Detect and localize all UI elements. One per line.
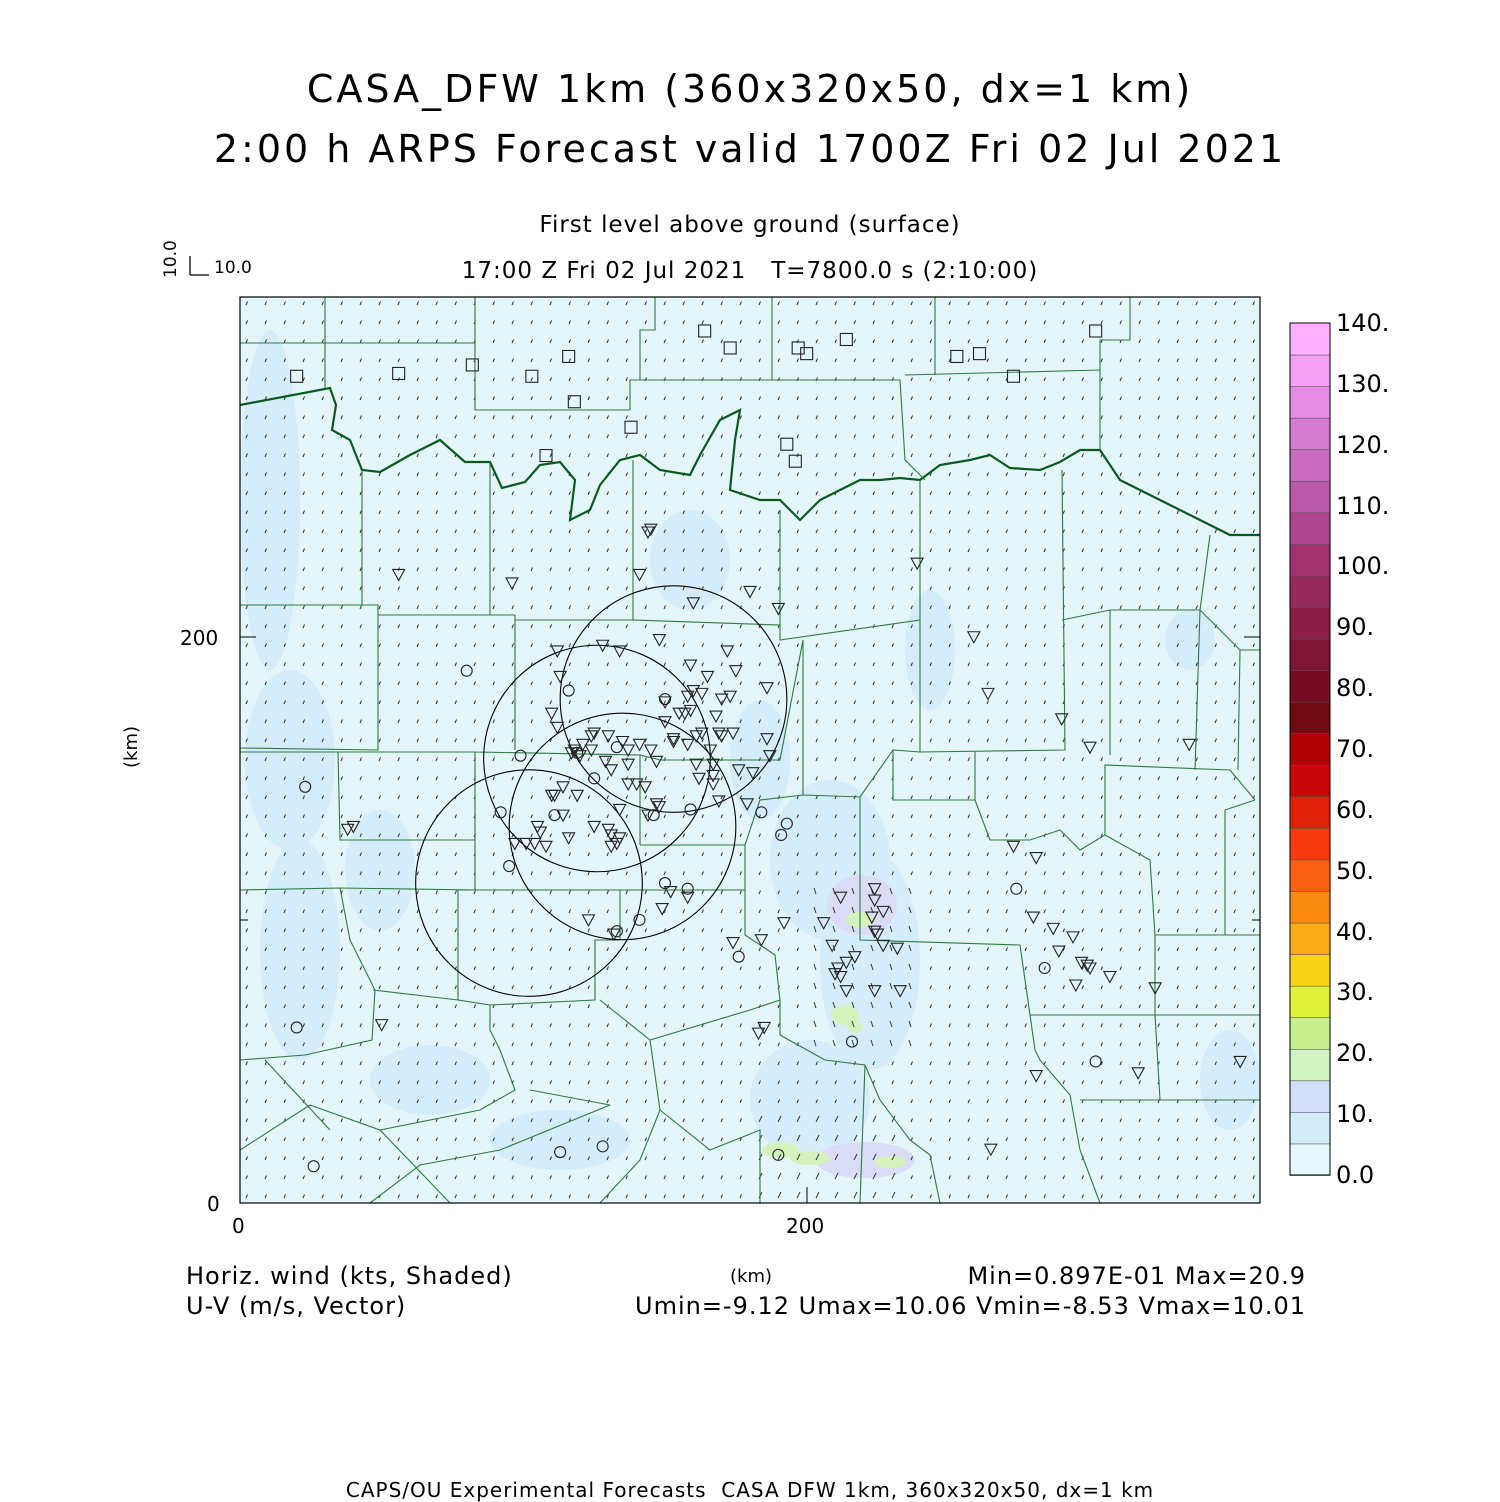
footer-credit: CAPS/OU Experimental Forecasts CASA DFW 1km, 360x320x50, dx=1 km bbox=[345, 1478, 1155, 1502]
colorbar-label: 140. bbox=[1336, 309, 1390, 337]
colorbar-segment bbox=[1290, 986, 1330, 1018]
colorbar-label: 80. bbox=[1336, 674, 1375, 703]
reference-vector-v-label: 10.0 bbox=[161, 240, 181, 278]
x-tick-label-0: 0 bbox=[232, 1214, 245, 1238]
colorbar-segment bbox=[1290, 1017, 1330, 1049]
y-tick-label-200: 200 bbox=[180, 626, 219, 650]
footer-uv-range: Umin=-9.12 Umax=10.06 Vmin=-8.53 Vmax=10.01 bbox=[635, 1292, 1306, 1320]
map-title-line2: 2:00 h ARPS Forecast valid 1700Z Fri 02 Jul 2021 bbox=[213, 127, 1287, 171]
colorbar-segment bbox=[1290, 796, 1330, 828]
colorbar-segment bbox=[1290, 323, 1330, 355]
colorbar-label: 120. bbox=[1336, 430, 1390, 459]
colorbar-label: 110. bbox=[1336, 491, 1390, 520]
colorbar-label: 10. bbox=[1336, 1100, 1375, 1129]
colorbar-segment bbox=[1290, 386, 1330, 418]
colorbar-label: 90. bbox=[1336, 613, 1375, 642]
map-title-line1: CASA_DFW 1km (360x320x50, dx=1 km) bbox=[306, 67, 1194, 111]
footer-vector-field: U-V (m/s, Vector) bbox=[186, 1292, 407, 1320]
colorbar bbox=[1290, 323, 1330, 1176]
colorbar-label: 0.0 bbox=[1336, 1161, 1375, 1189]
colorbar-label: 130. bbox=[1336, 369, 1390, 398]
colorbar-segment bbox=[1290, 1049, 1330, 1081]
colorbar-segment bbox=[1290, 639, 1330, 671]
colorbar-segment bbox=[1290, 1112, 1330, 1144]
colorbar-segment bbox=[1290, 418, 1330, 450]
map-subtitle-level: First level above ground (surface) bbox=[539, 212, 961, 238]
colorbar-label: 70. bbox=[1336, 735, 1375, 763]
colorbar-label: 30. bbox=[1336, 978, 1375, 1007]
colorbar-segment bbox=[1290, 733, 1330, 765]
colorbar-segment bbox=[1290, 1143, 1330, 1175]
colorbar-label: 100. bbox=[1336, 552, 1390, 581]
colorbar-segment bbox=[1290, 702, 1330, 734]
colorbar-segment bbox=[1290, 544, 1330, 576]
colorbar-segment bbox=[1290, 923, 1330, 955]
colorbar-segment bbox=[1290, 449, 1330, 481]
colorbar-segment bbox=[1290, 1080, 1330, 1112]
colorbar-label: 20. bbox=[1336, 1039, 1375, 1068]
y-tick-label-0: 0 bbox=[207, 1192, 220, 1216]
colorbar-segment bbox=[1290, 859, 1330, 891]
colorbar-segment bbox=[1290, 765, 1330, 797]
reference-vector-u-label: 10.0 bbox=[214, 258, 252, 278]
map-subtitle-time: 17:00 Z Fri 02 Jul 2021 T=7800.0 s (2:10:00) bbox=[461, 258, 1039, 284]
colorbar-label: 50. bbox=[1336, 856, 1375, 885]
colorbar-segment bbox=[1290, 512, 1330, 544]
x-tick-label-200: 200 bbox=[786, 1214, 825, 1238]
x-axis-label: (km) bbox=[730, 1266, 773, 1287]
footer-shaded-field: Horiz. wind (kts, Shaded) bbox=[186, 1262, 513, 1290]
colorbar-segment bbox=[1290, 828, 1330, 860]
y-axis-label: (km) bbox=[121, 725, 142, 768]
colorbar-segment bbox=[1290, 891, 1330, 923]
colorbar-segment bbox=[1290, 575, 1330, 607]
colorbar-segment bbox=[1290, 481, 1330, 513]
colorbar-label: 60. bbox=[1336, 795, 1375, 824]
footer-min-max: Min=0.897E-01 Max=20.9 bbox=[967, 1262, 1306, 1290]
colorbar-segment bbox=[1290, 355, 1330, 387]
colorbar-segment bbox=[1290, 670, 1330, 702]
colorbar-segment bbox=[1290, 954, 1330, 986]
colorbar-segment bbox=[1290, 607, 1330, 639]
reference-vector-icon bbox=[190, 256, 209, 275]
colorbar-label: 40. bbox=[1336, 917, 1375, 946]
